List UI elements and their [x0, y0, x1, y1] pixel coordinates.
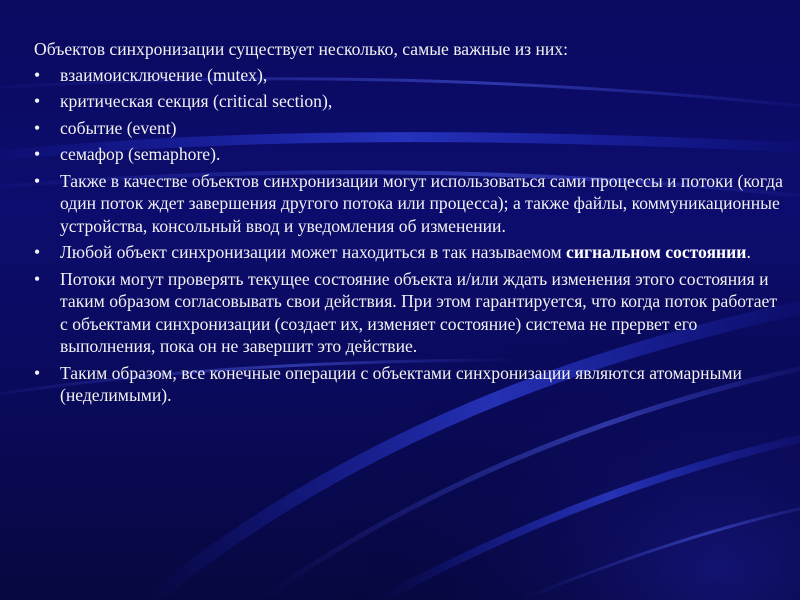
list-item — [34, 143, 784, 166]
bullet-list — [34, 64, 784, 407]
list-item-text: взаимоисключение (mutex), — [60, 64, 268, 85]
list-item — [34, 117, 784, 140]
bullet-icon: • — [34, 117, 41, 138]
list-item-text: Любой объект синхронизации может находиться в так называемом — [60, 242, 567, 262]
list-item-signal-state — [34, 241, 784, 264]
list-item-text: Потоки могут проверять текущее состояние объекта и/или ждать изменения этого состояния и таким образом согласовывать свои действия. При этом гарантируется, что когда поток работает с объектами синхронизации (создает их, изменяет состояние) система не прервет его выполнения, пока он не завершит это действие. — [60, 268, 778, 356]
signal-state-term: сигнальном состоянии — [566, 242, 747, 262]
intro-text: Объектов синхронизации существует несколько, самые важные из них: — [34, 39, 568, 59]
slide-content — [34, 38, 784, 411]
list-item — [34, 362, 784, 407]
list-item-text: событие (event) — [60, 117, 177, 138]
list-item-text-end: . — [746, 242, 751, 262]
bullet-icon: • — [34, 64, 41, 85]
list-item-text: критическая секция (critical section), — [60, 91, 333, 111]
list-item — [34, 90, 784, 113]
list-item-text: Также в качестве объектов синхронизации могут использоваться сами процессы и потоки (когда один поток ждет завершения другого потока или процесса); а также файлы, коммуникационные устройства, консольный ввод и уведомления об изменении. — [60, 170, 783, 236]
bullet-icon: • — [34, 268, 41, 289]
list-item-text: семафор (semaphore). — [60, 144, 221, 164]
list-item — [34, 268, 784, 358]
bullet-icon: • — [34, 362, 41, 383]
bullet-icon: • — [34, 242, 41, 262]
list-item-text: Таким образом, все конечные операции с объектами синхронизации являются атомарными (неделимыми). — [60, 362, 742, 405]
list-item — [34, 64, 784, 87]
bullet-icon: • — [34, 170, 41, 191]
bullet-icon: • — [34, 91, 41, 111]
list-item — [34, 170, 784, 238]
bullet-icon: • — [34, 144, 41, 164]
